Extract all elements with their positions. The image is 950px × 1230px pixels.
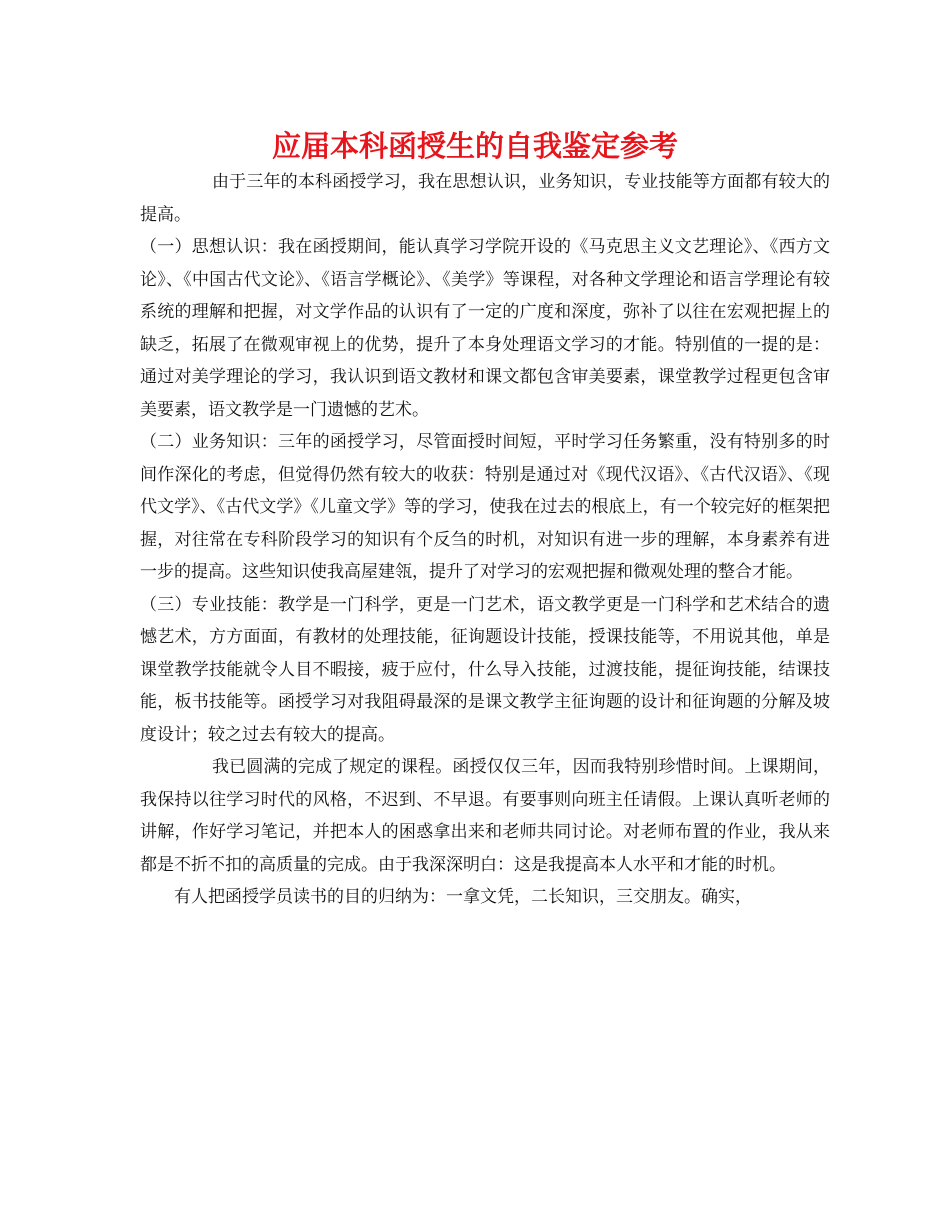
paragraph-study-goals: 有人把函授学员读书的目的归纳为：一拿文凭，二长知识，三交朋友。确实， — [174, 887, 752, 907]
paragraph-course-completion: 我已圆满的完成了规定的课程。函授仅仅三年，因而我特别珍惜时间。上课期间，我保持以往学习时代的风格，不迟到、不早退。有要事则向班主任请假。上课认真听老师的讲解，作好学习笔记，并把本人的困惑拿出来和老师共同讨论。对老师布置的作业，我从来都是不折不扣的高质量的完成。由于我深深明白：这是我提高本人水平和才能的时机。 — [140, 757, 830, 875]
paragraph-business-knowledge: （二）业务知识：三年的函授学习，尽管面授时间短，平时学习任务繁重，没有特别多的时间作深化的考虑，但觉得仍然有较大的收获：特别是通过对《现代汉语》、《古代汉语》、《现代文学》、《古代文学》《儿童文学》等的学习，使我在过去的根底上，有一个较完好的框架把握，对往常在专科阶段学习的知识有个反刍的时机，对知识有进一步的理解，本身素养有进一步的提高。这些知识使我高屋建瓴，提升了对学习的宏观把握和微观处理的整合才能。 — [140, 432, 830, 582]
document-body — [140, 166, 830, 914]
paragraph-professional-skills: （三）专业技能：教学是一门科学，更是一门艺术，语文教学更是一门科学和艺术结合的遗憾艺术，方方面面，有教材的处理技能，征询题设计技能，授课技能等，不用说其他，单是课堂教学技能就令人目不暇接，疲于应付，什么导入技能，过渡技能，提征询技能，结课技能，板书技能等。函授学习对我阻碍最深的是课文教学主征询题的设计和征询题的分解及坡度设计；较之过去有较大的提高。 — [140, 594, 830, 745]
paragraph-intro: 由于三年的本科函授学习，我在思想认识，业务知识，专业技能等方面都有较大的提高。 — [140, 172, 830, 225]
document-title: 应届本科函授生的自我鉴定参考 — [271, 129, 678, 163]
paragraph-ideology: （一）思想认识：我在函授期间，能认真学习学院开设的《马克思主义文艺理论》、《西方文论》、《中国古代文论》、《语言学概论》、《美学》等课程，对各种文学理论和语言学理论有较系统的理解和把握，对文学作品的认识有了一定的广度和深度，弥补了以往在宏观把握上的缺乏，拓展了在微观审视上的优势，提升了本身处理语文学习的才能。特别值的一提的是：通过对美学理论的学习，我认识到语文教材和课文都包含审美要素，课堂教学过程更包含审美要素，语文教学是一门遗憾的艺术。 — [140, 237, 830, 420]
